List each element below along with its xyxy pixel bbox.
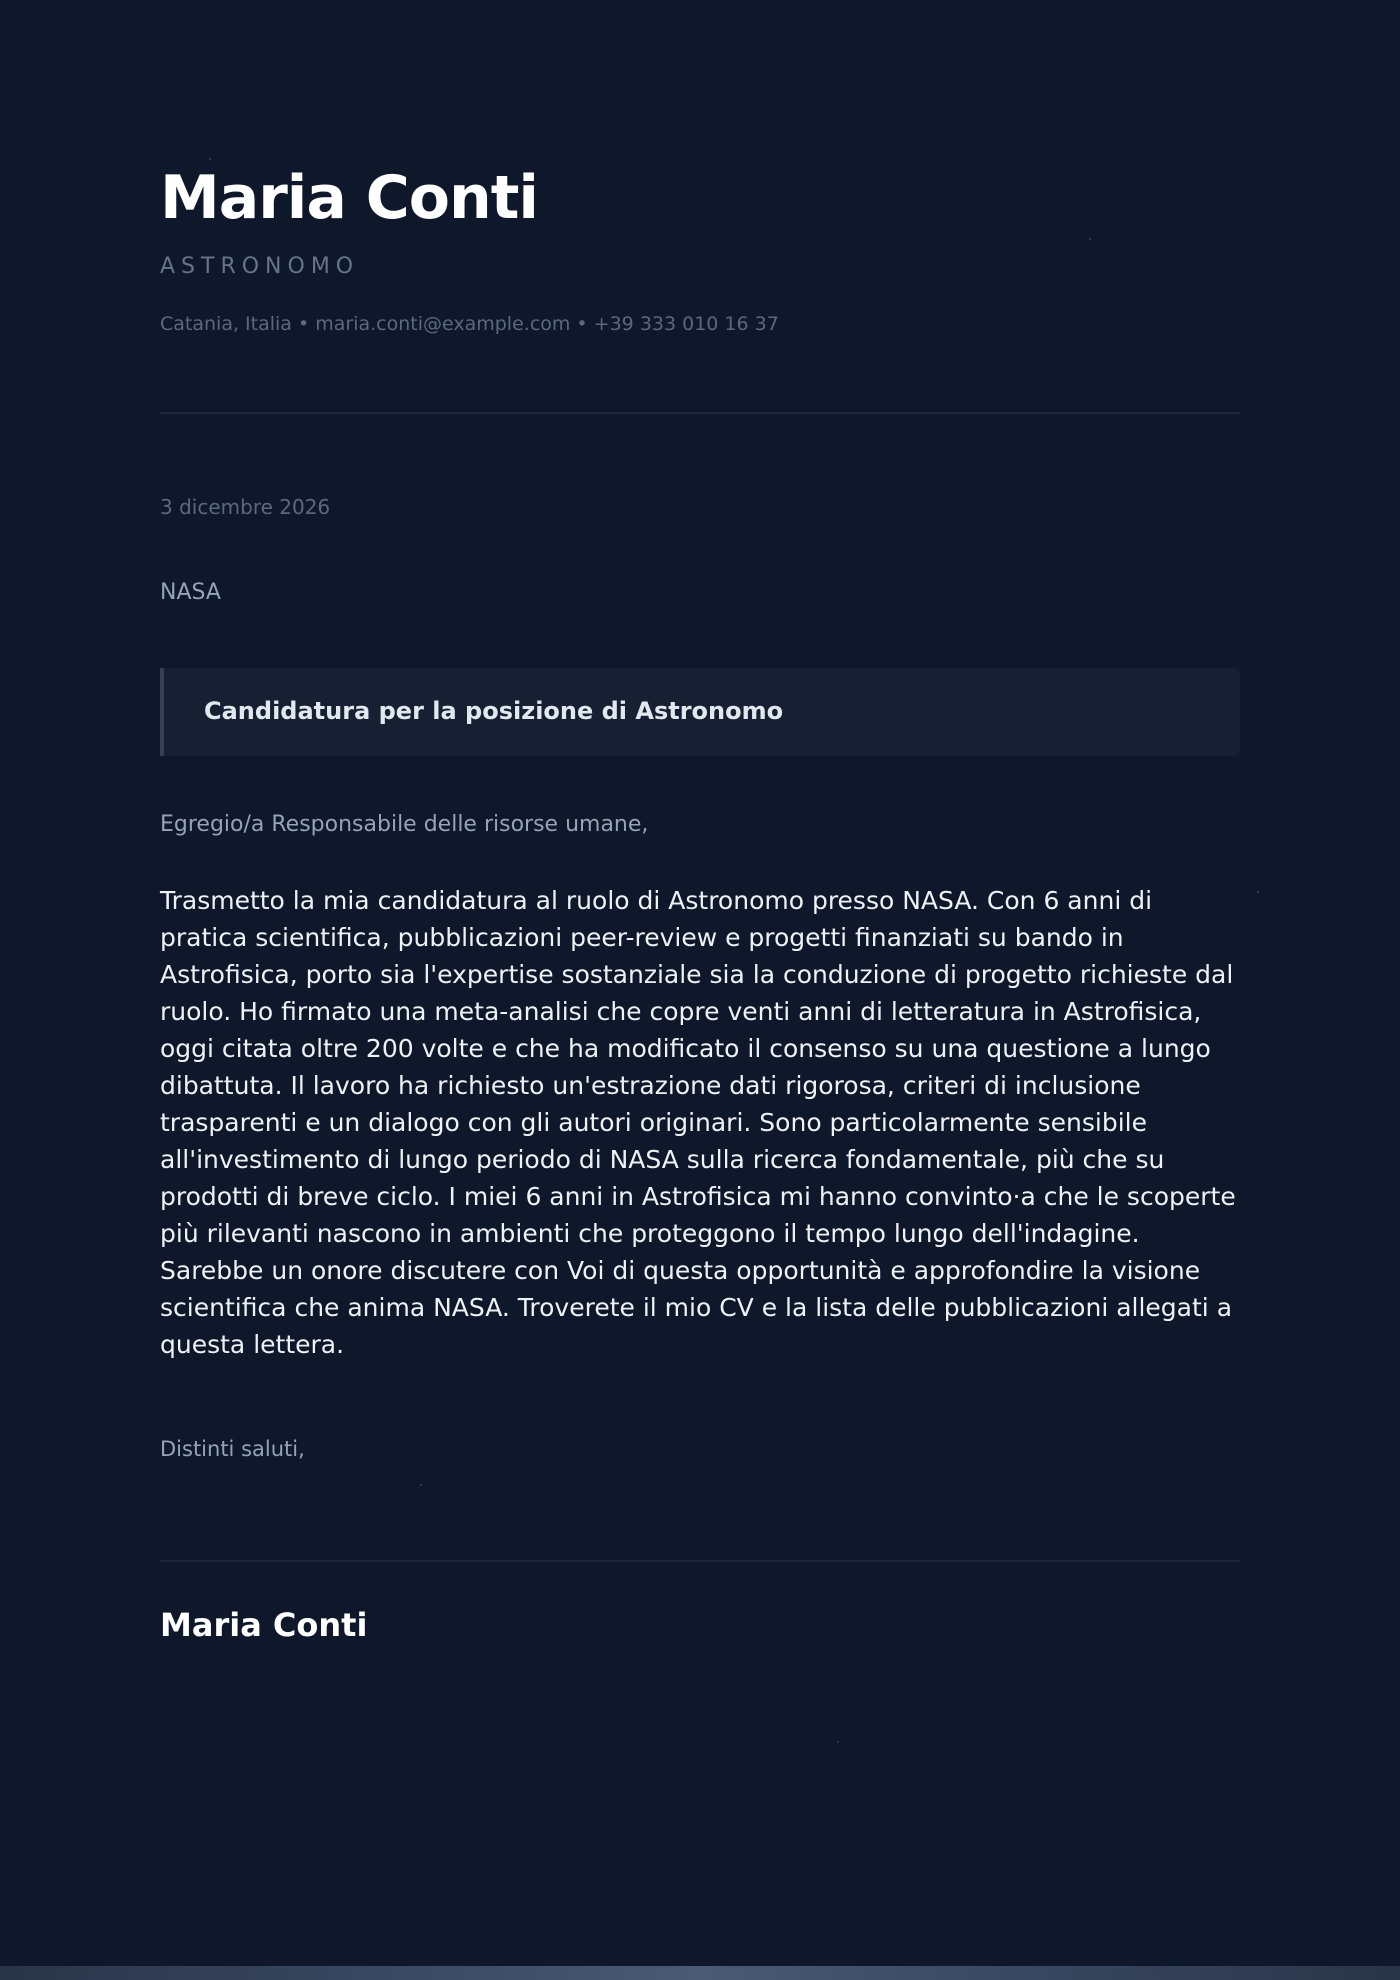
header-divider bbox=[160, 412, 1240, 414]
decorative-star bbox=[837, 1741, 839, 1743]
footer-bar bbox=[0, 1966, 1400, 1980]
salutation: Egregio/a Responsabile delle risorse umane, bbox=[160, 812, 649, 837]
recipient: NASA bbox=[160, 580, 221, 605]
contact-info: Catania, Italia • maria.conti@example.com • +39 333 010 16 37 bbox=[160, 313, 779, 335]
signature-name: Maria Conti bbox=[160, 1606, 368, 1644]
letter-body: Trasmetto la mia candidatura al ruolo di Astronomo presso NASA. Con 6 anni di pratica scientifica, pubblicazioni peer-review e progetti finanziati su bando in Astrofisica, porto sia l'expertise sostanziale sia la conduzione di progetto richieste dal ruolo. Ho firmato una meta-analisi che copre venti anni di letteratura in Astrofisica, oggi citata oltre 200 volte e che ha modificato il consenso su una questione a lungo dibattuta. Il lavoro ha richiesto un'estrazione dati rigorosa, criteri di inclusione trasparenti e un dialogo con gli autori originari. Sono particolarmente sensibile all'investimento di lungo periodo di NASA sulla ricerca fondamentale, più che su prodotti di breve ciclo. I miei 6 anni in Astrofisica mi hanno convinto·a che le scoperte più rilevanti nascono in ambienti che proteggono il tempo lungo dell'indagine. Sarebbe un onore discutere con Voi di questa opportunità e approfondire la visione scientifica che anima NASA. Troverete il mio CV e la lista delle pubblicazioni allegati a questa lettera. bbox=[160, 886, 1236, 1359]
subject-line: Candidatura per la posizione di Astronomo bbox=[204, 697, 784, 725]
subject-box bbox=[160, 668, 1240, 756]
signature-divider bbox=[160, 1560, 1240, 1562]
decorative-star bbox=[1257, 891, 1259, 893]
applicant-role: ASTRONOMO bbox=[160, 254, 360, 279]
closing: Distinti saluti, bbox=[160, 1437, 305, 1461]
decorative-star bbox=[420, 1484, 422, 1486]
applicant-name: Maria Conti bbox=[160, 163, 538, 233]
letter-date: 3 dicembre 2026 bbox=[160, 495, 331, 519]
decorative-star bbox=[1089, 238, 1091, 240]
